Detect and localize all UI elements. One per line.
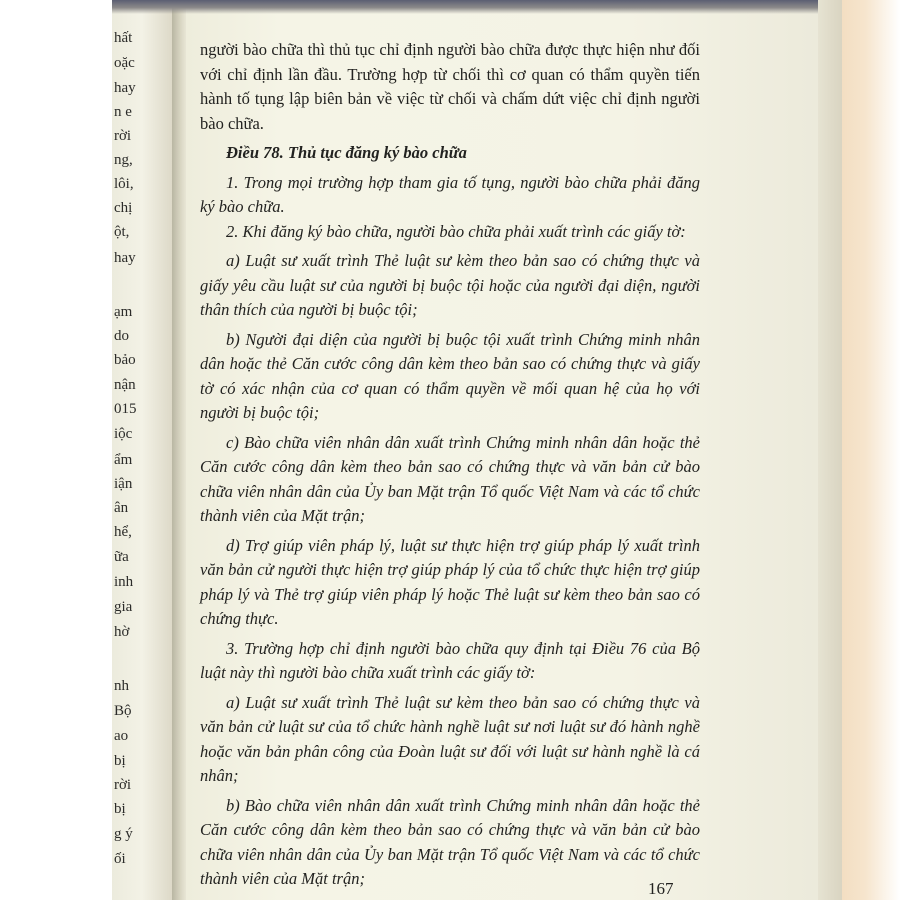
left-page-fragment: hờ bbox=[114, 624, 130, 640]
left-page-fragment: bị bbox=[114, 801, 126, 817]
background-gutter bbox=[0, 0, 112, 900]
intro-paragraph: người bào chữa thì thủ tục chỉ định người bào chữa được thực hiện như đối với chỉ định lần đầu. Trường hợp từ chối thì cơ quan có thẩm quyền tiến hành tố tụng lập biên bản về việc từ chối và chấm dứt việc chỉ định người bào chữa. bbox=[200, 40, 700, 133]
left-page-fragment: bị bbox=[114, 753, 126, 769]
left-page-fragment: hất bbox=[114, 30, 133, 46]
left-page-fragment: nh bbox=[114, 678, 129, 694]
page-body bbox=[200, 38, 700, 892]
left-page-fragment: iận bbox=[114, 476, 133, 492]
clause-3: 3. Trường hợp chỉ định người bào chữa quy định tại Điều 76 của Bộ luật này thì người bào chữa xuất trình các giấy tờ: bbox=[200, 638, 700, 682]
left-page bbox=[112, 0, 172, 900]
clause-1: 1. Trong mọi trường hợp tham gia tố tụng, người bào chữa phải đăng ký bào chữa. bbox=[200, 172, 700, 216]
clause-2d: d) Trợ giúp viên pháp lý, luật sư thực hiện trợ giúp pháp lý xuất trình văn bản cử người thực hiện trợ giúp pháp lý của tổ chức thực hiện trợ giúp pháp lý và Thẻ trợ giúp viên pháp lý hoặc Thẻ luật sư kèm theo bản sao có chứng thực. bbox=[200, 535, 700, 628]
left-page-fragment: Bộ bbox=[114, 703, 132, 719]
page-number: 167 bbox=[648, 879, 674, 898]
table-surface bbox=[842, 0, 900, 900]
left-page-fragment: ạm bbox=[114, 304, 133, 320]
left-page-fragment: bảo bbox=[114, 352, 136, 368]
clause-2b: b) Người đại diện của người bị buộc tội xuất trình Chứng minh nhân dân hoặc thẻ Căn cước công dân kèm theo bản sao có chứng thực và giấy tờ có xác nhận của cơ quan có thẩm quyền về mối quan hệ của họ với người bị buộc tội; bbox=[200, 329, 700, 422]
left-page-fragment: ột, bbox=[114, 224, 130, 240]
left-page-fragment: nận bbox=[114, 377, 136, 393]
article-heading: Điều 78. Thủ tục đăng ký bào chữa bbox=[226, 143, 467, 162]
left-page-fragment: ữa bbox=[114, 549, 129, 565]
clause-3b: b) Bào chữa viên nhân dân xuất trình Chứng minh nhân dân hoặc thẻ Căn cước công dân kèm theo bản sao có chứng thực và văn bản cử bào chữa viên nhân dân của Ủy ban Mặt trận Tổ quốc Việt Nam và các tổ chức thành viên của Mặt trận; bbox=[200, 795, 700, 888]
left-page-fragment: rời bbox=[114, 777, 132, 793]
left-page-fragment: 015 bbox=[114, 401, 137, 417]
left-page-fragment: lôi, bbox=[114, 176, 134, 192]
left-page-fragment: hay bbox=[114, 80, 136, 96]
clause-3a: a) Luật sư xuất trình Thẻ luật sư kèm theo bản sao có chứng thực và văn bản cử luật sư của tổ chức hành nghề luật sư nơi luật sư đó hành nghề hoặc văn bản phân công của Đoàn luật sư đối với luật sư hành nghề là cá nhân; bbox=[200, 692, 700, 785]
left-page-fragment: ng, bbox=[114, 152, 133, 168]
left-page-fragment: hay bbox=[114, 250, 136, 266]
left-page-fragment: do bbox=[114, 328, 129, 344]
left-page-fragment: g ý bbox=[114, 826, 133, 842]
clause-2: 2. Khi đăng ký bào chữa, người bào chữa phải xuất trình các giấy tờ: bbox=[226, 221, 686, 241]
left-page-fragment: gia bbox=[114, 599, 133, 615]
left-page-fragment: oặc bbox=[114, 55, 135, 71]
left-page-fragment: chị bbox=[114, 200, 133, 216]
clause-2c: c) Bào chữa viên nhân dân xuất trình Chứng minh nhân dân hoặc thẻ Căn cước công dân kèm theo bản sao có chứng thực và văn bản cử bào chữa viên nhân dân của Ủy ban Mặt trận Tổ quốc Việt Nam và các tổ chức thành viên của Mặt trận; bbox=[200, 432, 700, 525]
right-page bbox=[186, 0, 818, 900]
left-page-fragment: hể, bbox=[114, 524, 132, 540]
left-page-fragment: ẩm bbox=[114, 452, 133, 468]
left-page-fragment: ối bbox=[114, 851, 126, 867]
top-edge-shadow bbox=[112, 0, 818, 14]
left-page-fragment: inh bbox=[114, 574, 134, 590]
left-page-fragment: ân bbox=[114, 500, 129, 516]
page-edge-shadow bbox=[818, 0, 842, 900]
clause-2a: a) Luật sư xuất trình Thẻ luật sư kèm theo bản sao có chứng thực và giấy yêu cầu luật sư của người bị buộc tội hoặc của người đại diện, người thân thích của người bị buộc tội; bbox=[200, 251, 700, 319]
book-spine bbox=[172, 0, 186, 900]
left-page-fragment: n e bbox=[114, 104, 132, 120]
left-page-fragment: ao bbox=[114, 728, 129, 744]
left-page-fragment: rời bbox=[114, 128, 132, 144]
left-page-fragment: iộc bbox=[114, 426, 133, 442]
